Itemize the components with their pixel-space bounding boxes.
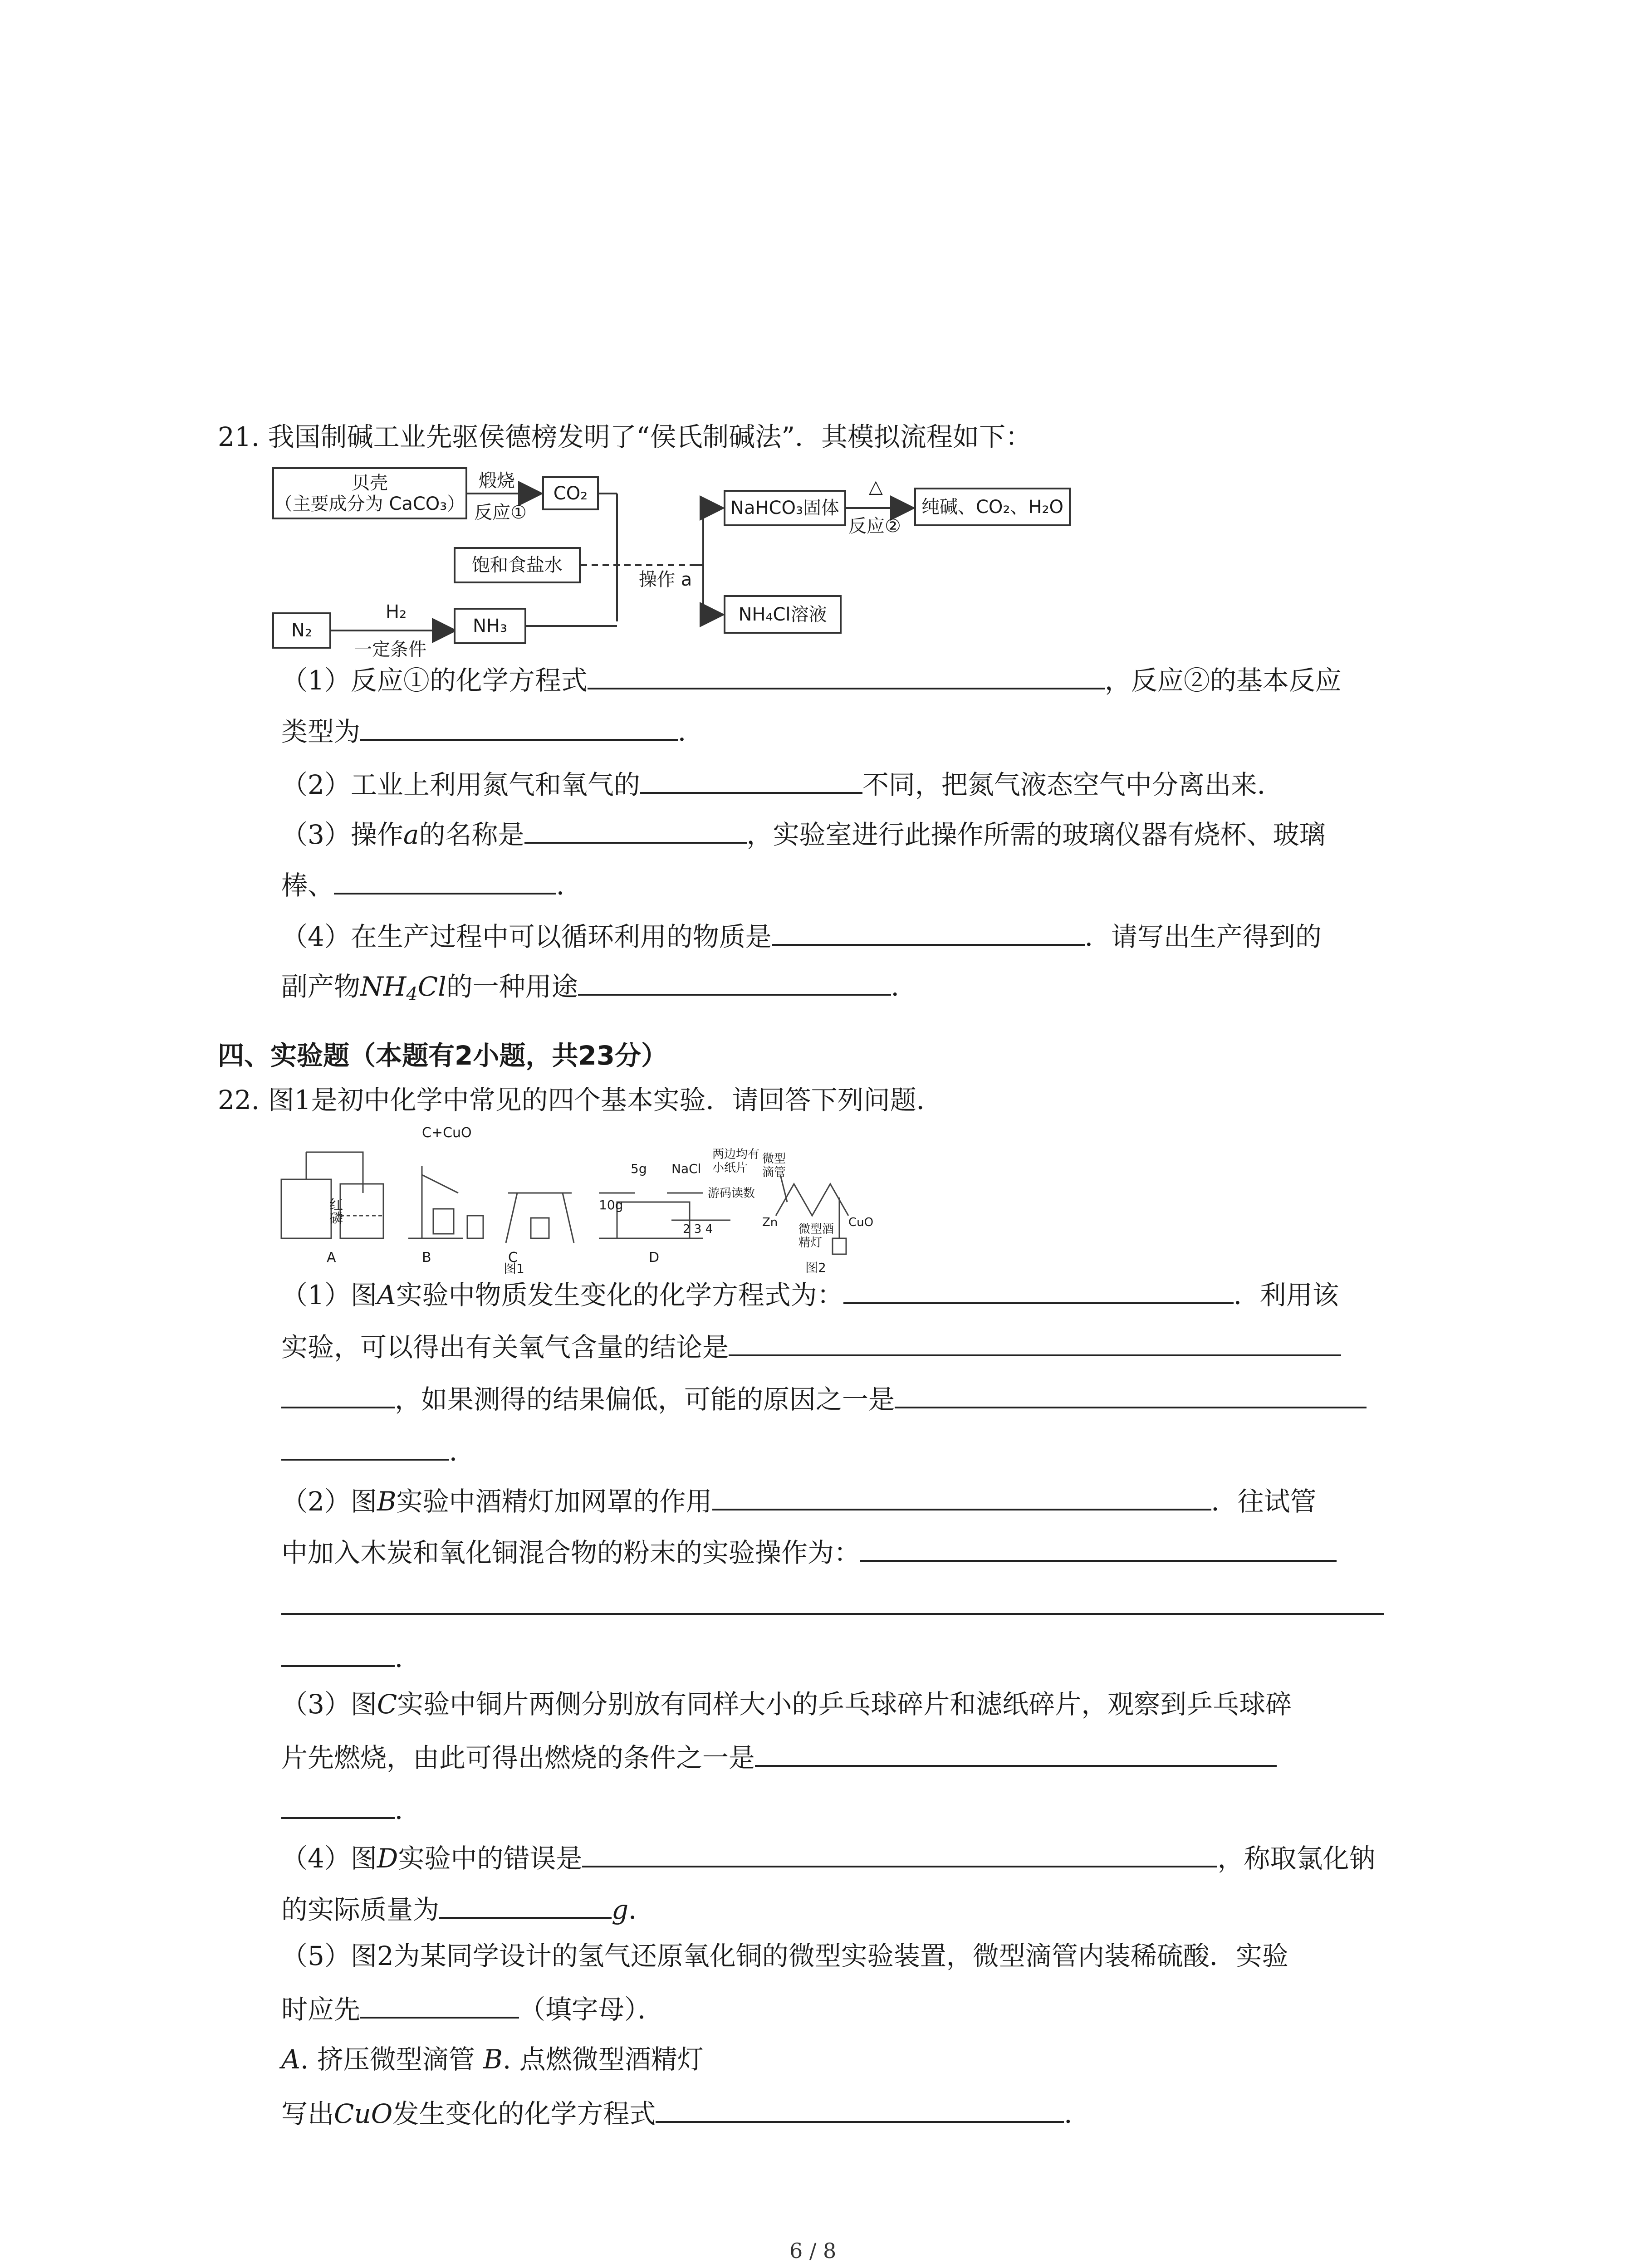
q22-part3-line1: （3）图C实验中铜片两侧分别放有同样大小的乒乓球碎片和滤纸碎片，观察到乒乓球碎 <box>281 1689 1292 1720</box>
q21-blank-reaction-type[interactable] <box>360 714 678 741</box>
fig-5g: 5g <box>631 1161 647 1176</box>
q22-blank-oxygen-conclusion[interactable] <box>729 1329 1341 1356</box>
q22-blank-cuo-equation[interactable] <box>656 2096 1064 2123</box>
fig-c-cuo: C+CuO <box>422 1125 472 1141</box>
q21-blank-operation-name[interactable] <box>524 816 747 844</box>
q22-part4-line1: （4）图D实验中的错误是 ，称取氯化钠 <box>281 1840 1375 1874</box>
q21-blank-equation1[interactable] <box>588 662 1105 689</box>
q22-blank-mesh-purpose[interactable] <box>712 1483 1211 1510</box>
heat-symbol: △ <box>869 476 883 497</box>
q22-part5-line1: （5）图2为某同学设计的氢气还原氧化铜的微型实验装置，微型滴管内装稀硫酸．实验 <box>281 1941 1288 1971</box>
operation-a-label: 操作 a <box>639 569 692 590</box>
fig-label-c: C <box>508 1250 518 1266</box>
q22-part2-line2: 中加入木炭和氧化铜混合物的粉末的实验操作为： <box>281 1535 1337 1569</box>
q21-stem: 21. 我国制碱工业先驱侯德榜发明了“侯氏制碱法”．其模拟流程如下： <box>218 421 1032 452</box>
q21-part2: （2）工业上利用氮气和氧气的 不同，把氮气液态空气中分离出来． <box>281 767 1283 801</box>
nahco3-box: NaHCO₃固体 <box>724 490 846 526</box>
q21-part1-line2: 类型为 ． <box>281 714 704 748</box>
q22-part2-line1: （2）图B实验中酒精灯加网罩的作用 ．往试管 <box>281 1483 1317 1517</box>
q22-blank-powder-operation[interactable] <box>860 1535 1337 1562</box>
q22-part5-line3: 写出CuO发生变化的化学方程式 ． <box>281 2096 1090 2130</box>
q22-part4-line2: 的实际质量为 g． <box>281 1892 655 1926</box>
nh4cl-box: NH₄Cl溶液 <box>724 595 842 634</box>
q22-part3-line2: 片先燃烧，由此可得出燃烧的条件之一是 <box>281 1740 1277 1774</box>
q22-blank-first-step[interactable] <box>360 1991 519 2019</box>
fig-red-p: 红磷 <box>327 1198 343 1225</box>
q21-part3-line2: 棒、 ． <box>281 867 583 901</box>
fig-paper-note: 两边均有小纸片 <box>712 1148 760 1175</box>
q21-blank-use[interactable] <box>578 968 891 996</box>
fig-label-b: B <box>422 1250 431 1266</box>
condition-label: 一定条件 <box>354 639 426 660</box>
q22-part3-line3: ． <box>281 1792 421 1826</box>
q22-blank-combustion-condition-cont[interactable] <box>281 1792 395 1819</box>
q22-blank-powder-operation-end[interactable] <box>281 1640 395 1667</box>
q22-option-b: . 点燃微型酒精灯 <box>502 2044 704 2075</box>
q22-part1-line3: ，如果测得的结果偏低，可能的原因之一是 <box>281 1381 1367 1415</box>
reaction1-label: 反应① <box>474 502 527 523</box>
fig-label-a: A <box>327 1250 336 1266</box>
fig-2-caption: 图2 <box>805 1260 826 1275</box>
page-number: 6 / 8 <box>789 2239 837 2263</box>
q22-blank-equation-a[interactable] <box>843 1277 1234 1304</box>
n2-box: N₂ <box>272 612 331 649</box>
q22-blank-low-reason-cont[interactable] <box>281 1433 449 1461</box>
fig-1-caption: 图1 <box>504 1261 524 1276</box>
fig-rider: 游码读数 <box>708 1187 755 1200</box>
nh3-box: NH₃ <box>454 608 526 644</box>
q22-blank-oxygen-conclusion-cont[interactable] <box>281 1381 395 1408</box>
q21-part4-line2: 副产物$NH_4Cl$的一种用途 ． <box>281 968 917 1010</box>
q22-part5-line2: 时应先 （填字母）． <box>281 1991 664 2025</box>
fig-dropper: 微型滴管 <box>762 1152 786 1179</box>
q22-part1-line2: 实验，可以得出有关氧气含量的结论是 <box>281 1329 1341 1363</box>
q22-blank-low-reason[interactable] <box>895 1381 1367 1408</box>
q22-part2-line3 <box>281 1588 1384 1622</box>
q21-blank-property[interactable] <box>640 767 862 794</box>
q21-part3-line1: （3）操作a的名称是 ，实验室进行此操作所需的玻璃仪器有烧杯、玻璃 <box>281 816 1326 850</box>
q22-blank-error[interactable] <box>582 1840 1217 1867</box>
brine-box: 饱和食盐水 <box>454 547 581 583</box>
fig-nacl: NaCl <box>671 1161 701 1176</box>
fig-zn: Zn <box>762 1216 778 1229</box>
fig-cuo: CuO <box>848 1216 874 1229</box>
q22-blank-combustion-condition[interactable] <box>755 1740 1277 1767</box>
products-box: 纯碱、CO₂、H₂O <box>914 488 1071 526</box>
calcine-label: 煅烧 <box>479 470 515 491</box>
q22-part1-line1: （1）图A实验中物质发生变化的化学方程式为： ．利用该 <box>281 1277 1339 1311</box>
q22-blank-actual-mass[interactable] <box>439 1892 612 1919</box>
flow-diagram <box>272 458 1089 658</box>
q22-option-a: . 挤压微型滴管 <box>300 2044 484 2075</box>
fig-10g: 10g <box>599 1198 623 1212</box>
fig-lamp: 微型酒精灯 <box>798 1222 834 1250</box>
q21-blank-recycle[interactable] <box>772 919 1085 946</box>
q21-blank-glassware[interactable] <box>334 867 556 894</box>
q21-part4-line1: （4）在生产过程中可以循环利用的物质是 ．请写出生产得到的 <box>281 919 1322 953</box>
fig-scale: 2 3 4 <box>683 1222 713 1236</box>
q22-figure <box>272 1125 907 1276</box>
q21-part1-line1: （1）反应①的化学方程式 ，反应②的基本反应 <box>281 662 1342 696</box>
fig-label-d: D <box>649 1250 660 1266</box>
h2-label: H₂ <box>386 601 407 622</box>
q22-part1-line4: ． <box>281 1433 475 1467</box>
q22-part5-options: A. 挤压微型滴管 B. 点燃微型酒精灯 <box>281 2044 704 2075</box>
q22-part2-line4: ． <box>281 1640 421 1674</box>
shell-box: 贝壳 （主要成分为 CaCO₃） <box>272 467 467 519</box>
co2-box: CO₂ <box>542 476 599 510</box>
reaction2-label: 反应② <box>848 516 901 537</box>
section4-heading: 四、实验题（本题有2小题，共23分） <box>218 1040 668 1071</box>
q22-blank-powder-operation-cont[interactable] <box>281 1588 1384 1615</box>
q22-stem: 22. 图1是初中化学中常见的四个基本实验．请回答下列问题． <box>218 1085 943 1115</box>
